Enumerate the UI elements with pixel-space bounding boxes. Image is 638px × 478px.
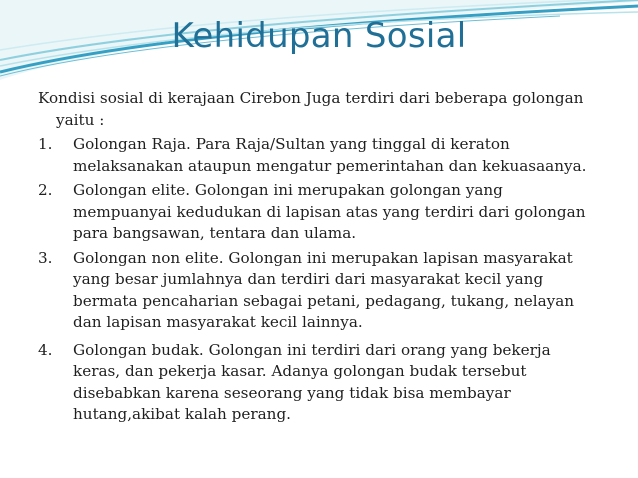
list-item xyxy=(38,180,598,245)
list-item-text: Golongan elite. Golongan ini merupakan golongan yang mempuanyai kedudukan di lapisan atas yang terdiri dari golongan para bangsawan, tentara dan ulama. xyxy=(73,181,586,242)
list-item-text: Golongan budak. Golongan ini terdiri dari orang yang bekerja keras, dan pekerja kasar. Adanya golongan budak tersebut disebabkan karena seseorang yang tidak bisa membayar hutang,akibat kalah perang. xyxy=(73,340,551,423)
list-item-number: 2. xyxy=(38,181,53,199)
list-item xyxy=(38,340,598,426)
slide-title: Kehidupan Sosial xyxy=(171,16,467,56)
list-item-number: 3. xyxy=(38,248,53,267)
list-item-text: Golongan Raja. Para Raja/Sultan yang tinggal di keraton melaksanakan ataupun mengatur pemerintahan dan kekuasaanya. xyxy=(73,135,587,175)
slide-body xyxy=(38,88,598,429)
list-item-text: Golongan non elite. Golongan ini merupakan lapisan masyarakat yang besar jumlahnya dan terdiri dari masyarakat kecil yang bermata pencaharian sebagai petani, pedagang, tukang, nelayan dan lapisan masyarakat kecil lainnya. xyxy=(73,248,575,331)
list-item xyxy=(38,248,598,334)
list-item-number: 4. xyxy=(38,340,53,359)
list-item-number: 1. xyxy=(38,135,53,153)
intro-text: Kondisi sosial di kerajaan Cirebon Juga terdiri dari beberapa golongan yaitu : xyxy=(38,89,584,129)
list-item xyxy=(38,134,598,177)
